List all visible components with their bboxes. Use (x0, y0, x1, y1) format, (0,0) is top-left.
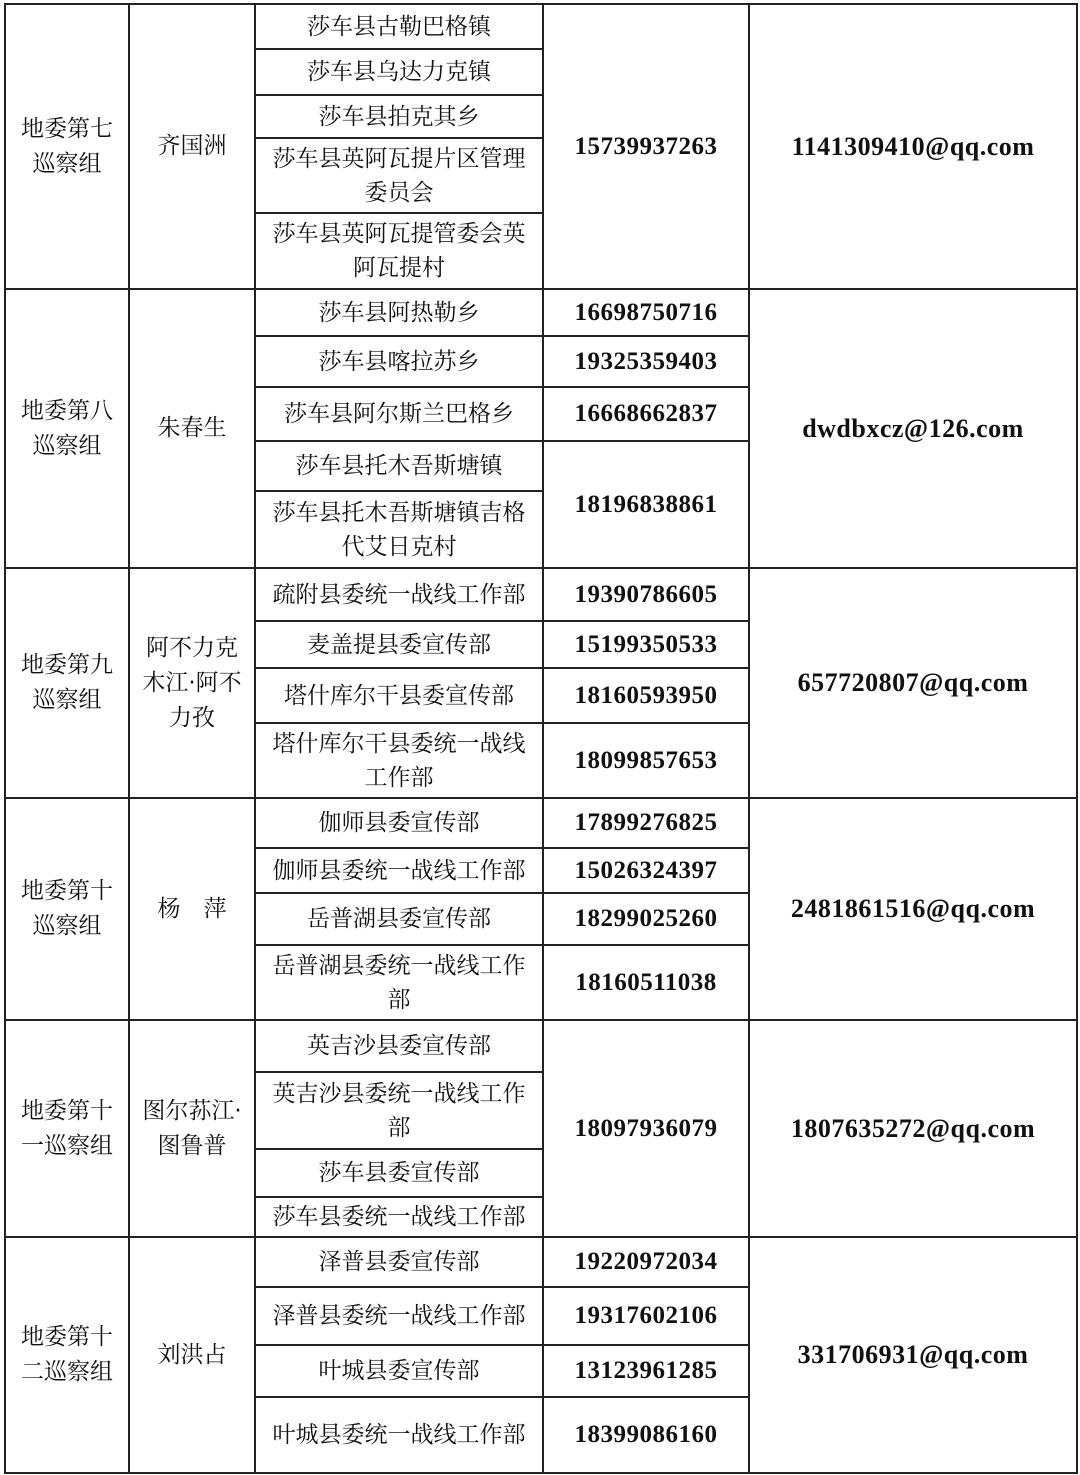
unit-name: 莎车县托木吾斯塘镇吉格代艾日克村 (255, 491, 543, 568)
email-address: dwdbxcz@126.com (749, 289, 1077, 568)
phone-number: 17899276825 (543, 798, 749, 848)
phone-number: 16698750716 (543, 289, 749, 336)
table-row (5, 1237, 1077, 1287)
unit-name: 莎车县英阿瓦提片区管理委员会 (255, 138, 543, 213)
unit-name: 英吉沙县委统一战线工作部 (255, 1072, 543, 1149)
phone-number: 15199350533 (543, 621, 749, 668)
email-address: 1807635272@qq.com (749, 1020, 1077, 1237)
phone-number: 18196838861 (543, 441, 749, 568)
table-row (5, 798, 1077, 848)
table-row (5, 289, 1077, 336)
unit-name: 英吉沙县委宣传部 (255, 1020, 543, 1072)
unit-name: 莎车县托木吾斯塘镇 (255, 441, 543, 491)
unit-name: 莎车县委统一战线工作部 (255, 1197, 543, 1237)
phone-number: 13123961285 (543, 1345, 749, 1397)
unit-name: 莎车县拍克其乡 (255, 95, 543, 138)
unit-name: 麦盖提县委宣传部 (255, 621, 543, 668)
phone-number: 15026324397 (543, 848, 749, 893)
unit-name: 莎车县英阿瓦提管委会英阿瓦提村 (255, 213, 543, 289)
phone-number: 19390786605 (543, 568, 749, 621)
group-name: 地委第十一巡察组 (5, 1020, 129, 1237)
phone-number: 18099857653 (543, 723, 749, 798)
phone-number: 19220972034 (543, 1237, 749, 1287)
unit-name: 伽师县委宣传部 (255, 798, 543, 848)
table-row (5, 1020, 1077, 1072)
group-leader: 杨 萍 (129, 798, 255, 1020)
unit-name: 岳普湖县委统一战线工作部 (255, 945, 543, 1020)
phone-number: 18160511038 (543, 945, 749, 1020)
phone-number: 18160593950 (543, 668, 749, 723)
unit-name: 疏附县委统一战线工作部 (255, 568, 543, 621)
group-name: 地委第十巡察组 (5, 798, 129, 1020)
unit-name: 泽普县委统一战线工作部 (255, 1287, 543, 1345)
unit-name: 叶城县委宣传部 (255, 1345, 543, 1397)
unit-name: 塔什库尔干县委统一战线工作部 (255, 723, 543, 798)
phone-number: 19325359403 (543, 336, 749, 387)
inspection-contact-table (4, 3, 1078, 1474)
email-address: 331706931@qq.com (749, 1237, 1077, 1473)
unit-name: 莎车县乌达力克镇 (255, 49, 543, 95)
unit-name: 莎车县喀拉苏乡 (255, 336, 543, 387)
group-name: 地委第十二巡察组 (5, 1237, 129, 1473)
group-leader: 刘洪占 (129, 1237, 255, 1473)
group-leader: 朱春生 (129, 289, 255, 568)
table-row (5, 568, 1077, 621)
unit-name: 岳普湖县委宣传部 (255, 893, 543, 945)
unit-name: 伽师县委统一战线工作部 (255, 848, 543, 893)
email-address: 657720807@qq.com (749, 568, 1077, 798)
unit-name: 泽普县委宣传部 (255, 1237, 543, 1287)
phone-number: 16668662837 (543, 387, 749, 441)
unit-name: 莎车县委宣传部 (255, 1149, 543, 1197)
group-leader: 阿不力克木江·阿不力孜 (129, 568, 255, 798)
phone-number: 19317602106 (543, 1287, 749, 1345)
group-name: 地委第九巡察组 (5, 568, 129, 798)
phone-number: 18399086160 (543, 1397, 749, 1473)
unit-name: 莎车县阿热勒乡 (255, 289, 543, 336)
email-address: 2481861516@qq.com (749, 798, 1077, 1020)
table-row (5, 4, 1077, 49)
unit-name: 莎车县古勒巴格镇 (255, 4, 543, 49)
group-leader: 齐国洲 (129, 4, 255, 289)
group-leader: 图尔荪江·图鲁普 (129, 1020, 255, 1237)
phone-number: 18097936079 (543, 1020, 749, 1237)
unit-name: 叶城县委统一战线工作部 (255, 1397, 543, 1473)
unit-name: 塔什库尔干县委宣传部 (255, 668, 543, 723)
email-address: 1141309410@qq.com (749, 4, 1077, 289)
unit-name: 莎车县阿尔斯兰巴格乡 (255, 387, 543, 441)
phone-number: 18299025260 (543, 893, 749, 945)
group-name: 地委第七巡察组 (5, 4, 129, 289)
group-name: 地委第八巡察组 (5, 289, 129, 568)
phone-number: 15739937263 (543, 4, 749, 289)
